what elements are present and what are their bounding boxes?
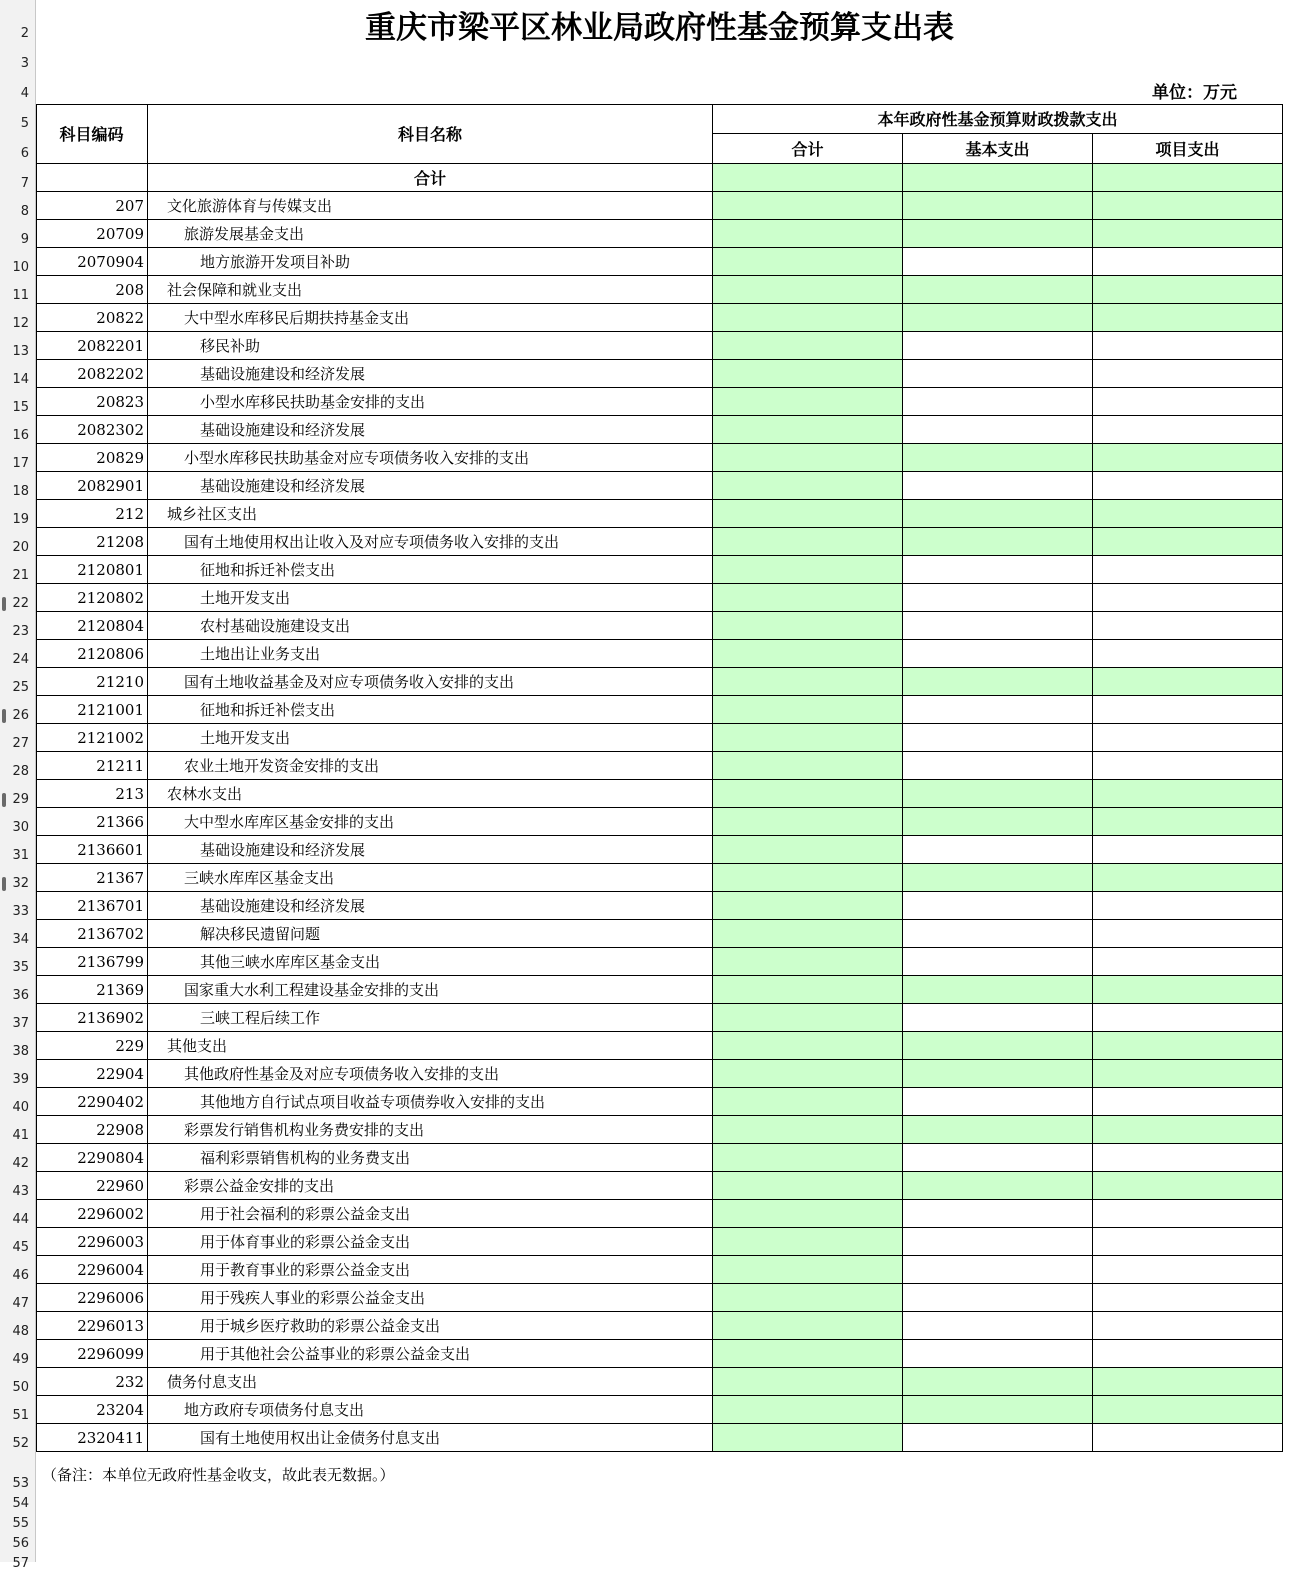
row-total-cell[interactable] bbox=[713, 360, 903, 388]
row-project-cell[interactable] bbox=[1093, 724, 1283, 752]
row-code[interactable]: 2121002 bbox=[36, 724, 148, 752]
row-number[interactable]: 26 bbox=[0, 708, 35, 723]
row-name[interactable]: 小型水库移民扶助基金安排的支出 bbox=[148, 388, 713, 416]
row-total-cell[interactable] bbox=[713, 444, 903, 472]
row-code[interactable]: 2296002 bbox=[36, 1200, 148, 1228]
row-number[interactable]: 14 bbox=[12, 372, 29, 387]
row-name[interactable]: 移民补助 bbox=[148, 332, 713, 360]
row-project-cell[interactable] bbox=[1093, 1032, 1283, 1060]
row-number[interactable]: 43 bbox=[12, 1184, 29, 1199]
row-total-cell[interactable] bbox=[713, 724, 903, 752]
row-number[interactable]: 4 bbox=[20, 86, 29, 101]
header-project[interactable]: 项目支出 bbox=[1093, 134, 1283, 164]
row-project-cell[interactable] bbox=[1093, 1228, 1283, 1256]
row-basic-cell[interactable] bbox=[903, 248, 1093, 276]
row-code[interactable]: 212 bbox=[36, 500, 148, 528]
row-code[interactable]: 21211 bbox=[36, 752, 148, 780]
row-number[interactable]: 13 bbox=[12, 344, 29, 359]
row-project-cell[interactable] bbox=[1093, 192, 1283, 220]
row-project-cell[interactable] bbox=[1093, 976, 1283, 1004]
row-number[interactable]: 17 bbox=[12, 456, 29, 471]
row-total-cell[interactable] bbox=[713, 528, 903, 556]
row-name[interactable]: 文化旅游体育与传媒支出 bbox=[148, 192, 713, 220]
row-project-cell[interactable] bbox=[1093, 500, 1283, 528]
row-name[interactable]: 征地和拆迁补偿支出 bbox=[148, 556, 713, 584]
row-project-cell[interactable] bbox=[1093, 304, 1283, 332]
row-basic-cell[interactable] bbox=[903, 416, 1093, 444]
row-project-cell[interactable] bbox=[1093, 1284, 1283, 1312]
row-basic-cell[interactable] bbox=[903, 1172, 1093, 1200]
row-total-cell[interactable] bbox=[713, 1200, 903, 1228]
row-code[interactable]: 2296004 bbox=[36, 1256, 148, 1284]
row-code[interactable]: 20823 bbox=[36, 388, 148, 416]
row-project-cell[interactable] bbox=[1093, 752, 1283, 780]
row-total-cell[interactable] bbox=[713, 1004, 903, 1032]
row-name[interactable]: 基础设施建设和经济发展 bbox=[148, 836, 713, 864]
row-name[interactable]: 国家重大水利工程建设基金安排的支出 bbox=[148, 976, 713, 1004]
footnote[interactable]: （备注：本单位无政府性基金收支，故此表无数据。） bbox=[42, 1466, 395, 1484]
row-basic-cell[interactable] bbox=[903, 612, 1093, 640]
row-number[interactable]: 34 bbox=[12, 932, 29, 947]
row-basic-cell[interactable] bbox=[903, 668, 1093, 696]
row-basic-cell[interactable] bbox=[903, 920, 1093, 948]
row-name[interactable]: 用于其他社会公益事业的彩票公益金支出 bbox=[148, 1340, 713, 1368]
row-project-cell[interactable] bbox=[1093, 1088, 1283, 1116]
row-project-cell[interactable] bbox=[1093, 948, 1283, 976]
row-number[interactable]: 12 bbox=[12, 316, 29, 331]
row-total-cell[interactable] bbox=[713, 192, 903, 220]
row-header-column bbox=[0, 0, 36, 1571]
row-code[interactable]: 229 bbox=[36, 1032, 148, 1060]
row-name[interactable]: 其他三峡水库库区基金支出 bbox=[148, 948, 713, 976]
row-name[interactable]: 用于城乡医疗救助的彩票公益金支出 bbox=[148, 1312, 713, 1340]
row-number[interactable]: 55 bbox=[12, 1516, 29, 1531]
row-basic-cell[interactable] bbox=[903, 780, 1093, 808]
row-name[interactable]: 土地开发支出 bbox=[148, 724, 713, 752]
row-code[interactable]: 2136702 bbox=[36, 920, 148, 948]
row-code[interactable]: 2082302 bbox=[36, 416, 148, 444]
row-total-cell[interactable] bbox=[713, 584, 903, 612]
row-name[interactable]: 农业土地开发资金安排的支出 bbox=[148, 752, 713, 780]
row-project-cell[interactable] bbox=[1093, 584, 1283, 612]
row-code[interactable]: 2136799 bbox=[36, 948, 148, 976]
row-code[interactable]: 23204 bbox=[36, 1396, 148, 1424]
row-number[interactable]: 16 bbox=[12, 428, 29, 443]
row-project-cell[interactable] bbox=[1093, 1200, 1283, 1228]
row-name[interactable]: 三峡工程后续工作 bbox=[148, 1004, 713, 1032]
row-number[interactable]: 32 bbox=[0, 876, 35, 891]
row-total-cell[interactable] bbox=[713, 696, 903, 724]
row-number[interactable]: 2 bbox=[20, 26, 29, 41]
row-total-cell[interactable] bbox=[713, 836, 903, 864]
row-basic-cell[interactable] bbox=[903, 1396, 1093, 1424]
row-basic-cell[interactable] bbox=[903, 332, 1093, 360]
row-total-cell[interactable] bbox=[713, 1284, 903, 1312]
row-number[interactable]: 8 bbox=[20, 204, 29, 219]
row-total-cell[interactable] bbox=[713, 780, 903, 808]
row-code[interactable]: 22960 bbox=[36, 1172, 148, 1200]
row-basic-cell[interactable] bbox=[903, 836, 1093, 864]
row-code[interactable]: 20822 bbox=[36, 304, 148, 332]
row-total-cell[interactable] bbox=[713, 1116, 903, 1144]
row-number[interactable]: 24 bbox=[12, 652, 29, 667]
row-project-cell[interactable] bbox=[1093, 864, 1283, 892]
row-total-cell[interactable] bbox=[713, 948, 903, 976]
total-row-label[interactable]: 合计 bbox=[148, 164, 713, 192]
row-project-cell[interactable] bbox=[1093, 528, 1283, 556]
row-basic-cell[interactable] bbox=[903, 1256, 1093, 1284]
row-basic-cell[interactable] bbox=[903, 1284, 1093, 1312]
row-number[interactable]: 27 bbox=[12, 736, 29, 751]
row-name[interactable]: 农林水支出 bbox=[148, 780, 713, 808]
row-name[interactable]: 农村基础设施建设支出 bbox=[148, 612, 713, 640]
row-basic-cell[interactable] bbox=[903, 1060, 1093, 1088]
row-basic-cell[interactable] bbox=[903, 528, 1093, 556]
row-number[interactable]: 46 bbox=[12, 1268, 29, 1283]
row-basic-cell[interactable] bbox=[903, 724, 1093, 752]
row-basic-cell[interactable] bbox=[903, 1424, 1093, 1452]
row-name[interactable]: 土地开发支出 bbox=[148, 584, 713, 612]
row-basic-cell[interactable] bbox=[903, 584, 1093, 612]
row-basic-cell[interactable] bbox=[903, 1200, 1093, 1228]
row-number[interactable]: 28 bbox=[12, 764, 29, 779]
row-number[interactable]: 47 bbox=[12, 1296, 29, 1311]
row-code[interactable]: 21210 bbox=[36, 668, 148, 696]
row-name[interactable]: 城乡社区支出 bbox=[148, 500, 713, 528]
row-project-cell[interactable] bbox=[1093, 808, 1283, 836]
row-code[interactable]: 213 bbox=[36, 780, 148, 808]
row-code[interactable]: 207 bbox=[36, 192, 148, 220]
row-name[interactable]: 征地和拆迁补偿支出 bbox=[148, 696, 713, 724]
row-number[interactable]: 6 bbox=[20, 146, 29, 161]
total-row-project[interactable] bbox=[1093, 164, 1283, 192]
row-number[interactable]: 44 bbox=[12, 1212, 29, 1227]
row-number[interactable]: 57 bbox=[12, 1556, 29, 1571]
row-total-cell[interactable] bbox=[713, 500, 903, 528]
row-name[interactable]: 地方政府专项债务付息支出 bbox=[148, 1396, 713, 1424]
row-number[interactable]: 20 bbox=[12, 540, 29, 555]
row-number[interactable]: 48 bbox=[12, 1324, 29, 1339]
row-basic-cell[interactable] bbox=[903, 1228, 1093, 1256]
header-code[interactable]: 科目编码 bbox=[36, 104, 148, 164]
row-basic-cell[interactable] bbox=[903, 1312, 1093, 1340]
row-number[interactable]: 42 bbox=[12, 1156, 29, 1171]
row-name[interactable]: 大中型水库移民后期扶持基金支出 bbox=[148, 304, 713, 332]
row-basic-cell[interactable] bbox=[903, 276, 1093, 304]
row-code[interactable]: 2290402 bbox=[36, 1088, 148, 1116]
row-name[interactable]: 基础设施建设和经济发展 bbox=[148, 892, 713, 920]
header-basic[interactable]: 基本支出 bbox=[903, 134, 1093, 164]
row-name[interactable]: 国有土地使用权出让金债务付息支出 bbox=[148, 1424, 713, 1452]
row-project-cell[interactable] bbox=[1093, 1312, 1283, 1340]
row-code[interactable]: 2296006 bbox=[36, 1284, 148, 1312]
row-code[interactable]: 2082901 bbox=[36, 472, 148, 500]
row-basic-cell[interactable] bbox=[903, 808, 1093, 836]
row-basic-cell[interactable] bbox=[903, 976, 1093, 1004]
row-name[interactable]: 用于残疾人事业的彩票公益金支出 bbox=[148, 1284, 713, 1312]
row-number[interactable]: 37 bbox=[12, 1016, 29, 1031]
row-code[interactable]: 2082201 bbox=[36, 332, 148, 360]
row-basic-cell[interactable] bbox=[903, 472, 1093, 500]
row-basic-cell[interactable] bbox=[903, 696, 1093, 724]
row-code[interactable]: 21366 bbox=[36, 808, 148, 836]
row-name[interactable]: 福利彩票销售机构的业务费支出 bbox=[148, 1144, 713, 1172]
row-name[interactable]: 彩票发行销售机构业务费安排的支出 bbox=[148, 1116, 713, 1144]
row-total-cell[interactable] bbox=[713, 1032, 903, 1060]
row-total-cell[interactable] bbox=[713, 1396, 903, 1424]
header-total[interactable]: 合计 bbox=[713, 134, 903, 164]
row-number[interactable]: 19 bbox=[12, 512, 29, 527]
row-total-cell[interactable] bbox=[713, 1256, 903, 1284]
row-number[interactable]: 30 bbox=[12, 820, 29, 835]
row-total-cell[interactable] bbox=[713, 1424, 903, 1452]
row-total-cell[interactable] bbox=[713, 1172, 903, 1200]
row-code[interactable]: 2136701 bbox=[36, 892, 148, 920]
row-total-cell[interactable] bbox=[713, 304, 903, 332]
row-project-cell[interactable] bbox=[1093, 1424, 1283, 1452]
row-number[interactable]: 36 bbox=[12, 988, 29, 1003]
row-code[interactable]: 20709 bbox=[36, 220, 148, 248]
row-basic-cell[interactable] bbox=[903, 304, 1093, 332]
row-number[interactable]: 15 bbox=[12, 400, 29, 415]
row-basic-cell[interactable] bbox=[903, 388, 1093, 416]
row-project-cell[interactable] bbox=[1093, 612, 1283, 640]
row-code[interactable]: 2136902 bbox=[36, 1004, 148, 1032]
row-name[interactable]: 用于教育事业的彩票公益金支出 bbox=[148, 1256, 713, 1284]
row-project-cell[interactable] bbox=[1093, 1004, 1283, 1032]
row-total-cell[interactable] bbox=[713, 1312, 903, 1340]
row-basic-cell[interactable] bbox=[903, 1088, 1093, 1116]
total-row-sum[interactable] bbox=[713, 164, 903, 192]
row-basic-cell[interactable] bbox=[903, 1368, 1093, 1396]
row-number[interactable]: 22 bbox=[0, 596, 35, 611]
row-number[interactable]: 18 bbox=[12, 484, 29, 499]
row-project-cell[interactable] bbox=[1093, 892, 1283, 920]
row-basic-cell[interactable] bbox=[903, 1116, 1093, 1144]
unit-label[interactable]: 单位：万元 bbox=[1152, 83, 1237, 103]
row-project-cell[interactable] bbox=[1093, 836, 1283, 864]
row-number[interactable]: 54 bbox=[12, 1496, 29, 1511]
row-name[interactable]: 基础设施建设和经济发展 bbox=[148, 472, 713, 500]
row-number[interactable]: 9 bbox=[20, 232, 29, 247]
row-total-cell[interactable] bbox=[713, 864, 903, 892]
row-name[interactable]: 彩票公益金安排的支出 bbox=[148, 1172, 713, 1200]
row-project-cell[interactable] bbox=[1093, 220, 1283, 248]
row-project-cell[interactable] bbox=[1093, 1368, 1283, 1396]
row-total-cell[interactable] bbox=[713, 1228, 903, 1256]
row-basic-cell[interactable] bbox=[903, 500, 1093, 528]
row-code[interactable]: 22908 bbox=[36, 1116, 148, 1144]
row-total-cell[interactable] bbox=[713, 1368, 903, 1396]
row-total-cell[interactable] bbox=[713, 640, 903, 668]
row-total-cell[interactable] bbox=[713, 808, 903, 836]
row-project-cell[interactable] bbox=[1093, 1144, 1283, 1172]
row-total-cell[interactable] bbox=[713, 920, 903, 948]
row-total-cell[interactable] bbox=[713, 1340, 903, 1368]
row-basic-cell[interactable] bbox=[903, 556, 1093, 584]
row-number[interactable]: 53 bbox=[12, 1476, 29, 1491]
row-project-cell[interactable] bbox=[1093, 276, 1283, 304]
row-total-cell[interactable] bbox=[713, 332, 903, 360]
row-code[interactable]: 2120801 bbox=[36, 556, 148, 584]
row-name[interactable]: 基础设施建设和经济发展 bbox=[148, 360, 713, 388]
row-total-cell[interactable] bbox=[713, 276, 903, 304]
row-number[interactable]: 50 bbox=[12, 1380, 29, 1395]
row-basic-cell[interactable] bbox=[903, 1032, 1093, 1060]
sheet-title[interactable]: 重庆市梁平区林业局政府性基金预算支出表 bbox=[365, 10, 954, 46]
row-number[interactable]: 49 bbox=[12, 1352, 29, 1367]
row-total-cell[interactable] bbox=[713, 668, 903, 696]
row-total-cell[interactable] bbox=[713, 892, 903, 920]
row-project-cell[interactable] bbox=[1093, 1256, 1283, 1284]
row-project-cell[interactable] bbox=[1093, 1340, 1283, 1368]
row-name[interactable]: 三峡水库库区基金支出 bbox=[148, 864, 713, 892]
row-number[interactable]: 45 bbox=[12, 1240, 29, 1255]
row-project-cell[interactable] bbox=[1093, 640, 1283, 668]
row-code[interactable]: 208 bbox=[36, 276, 148, 304]
row-name[interactable]: 其他地方自行试点项目收益专项债券收入安排的支出 bbox=[148, 1088, 713, 1116]
row-total-cell[interactable] bbox=[713, 248, 903, 276]
row-name[interactable]: 债务付息支出 bbox=[148, 1368, 713, 1396]
row-project-cell[interactable] bbox=[1093, 332, 1283, 360]
row-project-cell[interactable] bbox=[1093, 1060, 1283, 1088]
row-total-cell[interactable] bbox=[713, 612, 903, 640]
row-code[interactable]: 2120802 bbox=[36, 584, 148, 612]
row-name[interactable]: 土地出让业务支出 bbox=[148, 640, 713, 668]
row-name[interactable]: 解决移民遗留问题 bbox=[148, 920, 713, 948]
row-name[interactable]: 用于体育事业的彩票公益金支出 bbox=[148, 1228, 713, 1256]
row-number[interactable]: 10 bbox=[12, 260, 29, 275]
row-code[interactable]: 232 bbox=[36, 1368, 148, 1396]
row-name[interactable]: 其他支出 bbox=[148, 1032, 713, 1060]
row-code[interactable]: 2082202 bbox=[36, 360, 148, 388]
row-code[interactable]: 2296003 bbox=[36, 1228, 148, 1256]
row-number[interactable]: 23 bbox=[12, 624, 29, 639]
row-project-cell[interactable] bbox=[1093, 388, 1283, 416]
header-group[interactable]: 本年政府性基金预算财政拨款支出 bbox=[713, 104, 1283, 134]
row-name[interactable]: 用于社会福利的彩票公益金支出 bbox=[148, 1200, 713, 1228]
row-code[interactable]: 21367 bbox=[36, 864, 148, 892]
row-number[interactable]: 11 bbox=[12, 288, 29, 303]
row-name[interactable]: 旅游发展基金支出 bbox=[148, 220, 713, 248]
row-basic-cell[interactable] bbox=[903, 360, 1093, 388]
row-number[interactable]: 33 bbox=[12, 904, 29, 919]
row-number[interactable]: 51 bbox=[12, 1408, 29, 1423]
row-basic-cell[interactable] bbox=[903, 752, 1093, 780]
row-total-cell[interactable] bbox=[713, 220, 903, 248]
row-project-cell[interactable] bbox=[1093, 248, 1283, 276]
row-basic-cell[interactable] bbox=[903, 864, 1093, 892]
row-total-cell[interactable] bbox=[713, 976, 903, 1004]
row-code[interactable]: 20829 bbox=[36, 444, 148, 472]
row-code[interactable]: 21369 bbox=[36, 976, 148, 1004]
row-number[interactable]: 7 bbox=[20, 176, 29, 191]
row-project-cell[interactable] bbox=[1093, 444, 1283, 472]
row-project-cell[interactable] bbox=[1093, 472, 1283, 500]
row-project-cell[interactable] bbox=[1093, 920, 1283, 948]
row-code[interactable]: 2296013 bbox=[36, 1312, 148, 1340]
row-project-cell[interactable] bbox=[1093, 556, 1283, 584]
row-project-cell[interactable] bbox=[1093, 1396, 1283, 1424]
row-number[interactable]: 29 bbox=[0, 792, 35, 807]
row-basic-cell[interactable] bbox=[903, 192, 1093, 220]
row-basic-cell[interactable] bbox=[903, 892, 1093, 920]
header-name[interactable]: 科目名称 bbox=[148, 104, 713, 164]
row-name[interactable]: 社会保障和就业支出 bbox=[148, 276, 713, 304]
row-code[interactable]: 2296099 bbox=[36, 1340, 148, 1368]
row-code[interactable]: 2290804 bbox=[36, 1144, 148, 1172]
row-total-cell[interactable] bbox=[713, 1144, 903, 1172]
row-total-cell[interactable] bbox=[713, 556, 903, 584]
row-total-cell[interactable] bbox=[713, 1060, 903, 1088]
row-number[interactable]: 5 bbox=[20, 116, 29, 131]
row-number[interactable]: 35 bbox=[12, 960, 29, 975]
row-project-cell[interactable] bbox=[1093, 696, 1283, 724]
row-project-cell[interactable] bbox=[1093, 1172, 1283, 1200]
row-name[interactable]: 国有土地使用权出让收入及对应专项债务收入安排的支出 bbox=[148, 528, 713, 556]
row-name[interactable]: 大中型水库库区基金安排的支出 bbox=[148, 808, 713, 836]
row-number[interactable]: 40 bbox=[12, 1100, 29, 1115]
row-name[interactable]: 其他政府性基金及对应专项债务收入安排的支出 bbox=[148, 1060, 713, 1088]
row-code[interactable]: 2320411 bbox=[36, 1424, 148, 1452]
row-code[interactable]: 21208 bbox=[36, 528, 148, 556]
row-code[interactable]: 2121001 bbox=[36, 696, 148, 724]
row-basic-cell[interactable] bbox=[903, 444, 1093, 472]
row-total-cell[interactable] bbox=[713, 752, 903, 780]
row-total-cell[interactable] bbox=[713, 1088, 903, 1116]
row-number[interactable]: 25 bbox=[12, 680, 29, 695]
row-name[interactable]: 小型水库移民扶助基金对应专项债务收入安排的支出 bbox=[148, 444, 713, 472]
total-row-code[interactable] bbox=[36, 164, 148, 192]
row-total-cell[interactable] bbox=[713, 416, 903, 444]
row-name[interactable]: 国有土地收益基金及对应专项债务收入安排的支出 bbox=[148, 668, 713, 696]
row-project-cell[interactable] bbox=[1093, 780, 1283, 808]
row-total-cell[interactable] bbox=[713, 472, 903, 500]
row-basic-cell[interactable] bbox=[903, 220, 1093, 248]
row-number[interactable]: 41 bbox=[12, 1128, 29, 1143]
row-name[interactable]: 基础设施建设和经济发展 bbox=[148, 416, 713, 444]
row-project-cell[interactable] bbox=[1093, 416, 1283, 444]
row-code[interactable]: 22904 bbox=[36, 1060, 148, 1088]
row-number[interactable]: 39 bbox=[12, 1072, 29, 1087]
row-total-cell[interactable] bbox=[713, 388, 903, 416]
total-row-basic[interactable] bbox=[903, 164, 1093, 192]
row-project-cell[interactable] bbox=[1093, 1116, 1283, 1144]
row-basic-cell[interactable] bbox=[903, 640, 1093, 668]
row-number[interactable]: 31 bbox=[12, 848, 29, 863]
row-number[interactable]: 21 bbox=[12, 568, 29, 583]
row-basic-cell[interactable] bbox=[903, 948, 1093, 976]
row-basic-cell[interactable] bbox=[903, 1144, 1093, 1172]
row-code[interactable]: 2120806 bbox=[36, 640, 148, 668]
row-project-cell[interactable] bbox=[1093, 360, 1283, 388]
row-number[interactable]: 52 bbox=[12, 1436, 29, 1451]
row-number[interactable]: 56 bbox=[12, 1536, 29, 1551]
row-basic-cell[interactable] bbox=[903, 1340, 1093, 1368]
row-project-cell[interactable] bbox=[1093, 668, 1283, 696]
row-code[interactable]: 2136601 bbox=[36, 836, 148, 864]
row-number[interactable]: 38 bbox=[12, 1044, 29, 1059]
row-basic-cell[interactable] bbox=[903, 1004, 1093, 1032]
row-code[interactable]: 2120804 bbox=[36, 612, 148, 640]
row-name[interactable]: 地方旅游开发项目补助 bbox=[148, 248, 713, 276]
row-number[interactable]: 3 bbox=[20, 56, 29, 71]
row-code[interactable]: 2070904 bbox=[36, 248, 148, 276]
